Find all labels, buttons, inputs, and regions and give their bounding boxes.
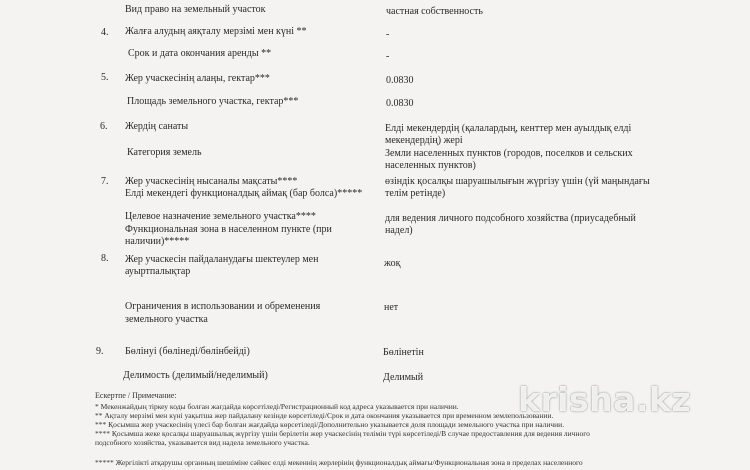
footnote-3: *** Қосымша жер учаскесінің үлесі бар болған жағдайда көрсетіледі/Дополнительно указывается доля площади земельного участка при наличии. [95,420,565,429]
row8-ru-label-line1: Ограничения в использовании и обременения [125,301,321,312]
row9-ru-value: Делимый [383,372,424,383]
row6-kz-value-line2: мекендердің) жері [385,135,463,146]
footnote-5: подсобного хозяйства, указывается вид надела земельного участка. [95,438,310,447]
row7-ru-label-line3: наличии)***** [125,236,190,247]
row4-number: 4. [101,27,109,38]
row8-ru-value: нет [384,302,399,313]
row9-ru-label: Делимость (делимый/неделимый) [123,370,268,381]
footnote-title: Ескертпе / Примечание: [95,391,177,400]
row7-kz-label-line2: Елді мекендегі функционалдық аймақ (бар болса)***** [125,188,363,199]
row9-number: 9. [96,346,104,357]
row9-kz-label: Бөлінуі (бөлінеді/бөлінбейді) [125,346,250,357]
row7-ru-value-line1: для ведения личного подсобного хозяйства (приусадебный [385,213,636,224]
row6-number: 6. [100,121,108,132]
row8-ru-label-line2: земельного участка [125,314,208,325]
row4-ru-value: - [386,51,390,62]
row8-kz-label-line2: ауыртпалықтар [125,266,191,277]
footnote-1: * Мекенжайдың тіркеу коды болған жағдайда көрсетіледі/Регистрационный код адреса указывается при наличии. [95,402,459,411]
row8-kz-value: жоқ [384,258,401,269]
row6-ru-value-line2: населенных пунктов) [385,160,476,171]
row7-kz-label-line1: Жер учаскесінің нысаналы мақсаты**** [125,176,298,187]
row4-kz-label: Жалға алудың аяқталу мерзімі мен күні ** [125,26,307,37]
row7-kz-value-line1: өзіндік қосалқы шаруашылығын жүргізу үшін (үй маңындағы [385,176,650,187]
row7-ru-label-line1: Целевое назначение земельного участка**** [125,211,316,222]
footnote-2: ** Ақталу мерзімі мен күні уақытша жер пайдалану кезінде көрсетіледі/Срок и дата окончания указывается при временном землепользовании. [95,411,554,420]
row8-kz-label-line1: Жер учаскесін пайдаланудағы шектеулер мен [125,254,319,265]
row8-number: 8. [101,253,109,264]
footnote-6: ***** Жергілікті атқарушы органның шешіміне сәйкес елді мекеннің жерлерінің функционалдық аймағы/Функциональная зона в пределах населенного [95,458,583,467]
krisha-watermark: krisha.kz [518,380,692,419]
row7-ru-value-line2: надел) [385,225,413,236]
row4-kz-value: - [386,29,390,40]
row3-ru-label: Вид право на земельный участок [125,4,266,15]
row3-value: частная собственность [386,6,483,17]
row5-kz-value: 0.0830 [386,75,414,86]
row9-kz-value: Бөлінетін [383,347,424,358]
row5-ru-label: Площадь земельного участка, гектар*** [127,96,299,107]
row5-number: 5. [101,72,109,83]
row5-ru-value: 0.0830 [386,98,414,109]
row5-kz-label: Жер учаскесінің алаңы, гектар*** [125,73,270,84]
row6-ru-value-line1: Земли населенных пунктов (городов, поселков и сельских [385,148,633,159]
row6-ru-label: Категория земель [127,147,202,158]
row6-kz-label: Жердің санаты [125,121,189,132]
row7-ru-label-line2: Функциональная зона в населенном пункте (при [125,224,332,235]
row4-ru-label: Срок и дата окончания аренды ** [128,48,272,59]
row7-kz-value-line2: телім ретінде) [385,188,446,199]
footnote-4: **** Қосымша жеке қосалқы шаруашылық жүргізу үшін берілетін жер учаскесінің телімін түрі көрсетіледі/В случае предоставления для ведения личного [95,429,590,438]
row6-kz-value-line1: Елді мекендердің (қалалардың, кенттер мен ауылдық елді [385,123,632,134]
row7-number: 7. [101,176,109,187]
